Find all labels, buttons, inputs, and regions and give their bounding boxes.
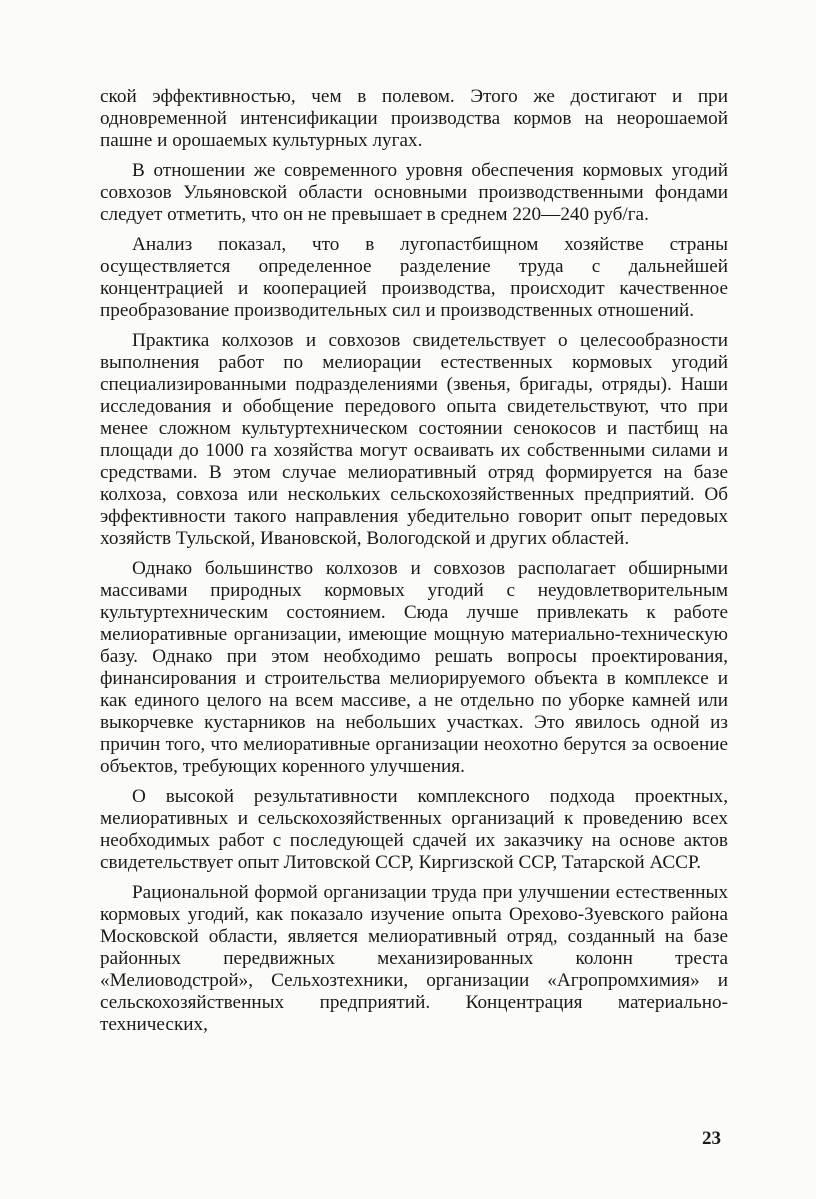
- paragraph-practice: Практика колхозов и совхозов свидетельствует о целесообразности выполнения работ по мелиорации естественных кормовых угодий специализированными подразделениями (звенья, бригады, отряды). Наши исследования и обобщение передового опыта свидетельствуют, что при менее сложном культуртехническом состоянии сенокосов и пастбищ на площади до 1000 га хозяйства могут осваивать их собственными силами и средствами. В этом случае мелиоративный отряд формируется на базе колхоза, совхоза или нескольких сельскохозяйственных предприятий. Об эффективности такого направления убедительно говорит опыт передовых хозяйств Тульской, Ивановской, Вологодской и других областей.: [100, 330, 728, 549]
- page-number: 23: [702, 1128, 721, 1149]
- paragraph-ulyanovsk-funds: В отношении же современного уровня обеспечения кормовых угодий совхозов Ульяновской области основными производственными фондами следует отметить, что он не превышает в среднем 220—240 руб/га.: [100, 160, 728, 225]
- paragraph-analysis: Анализ показал, что в лугопастбищном хозяйстве страны осуществляется определенное разделение труда с дальнейшей концентрацией и кооперацией производства, происходит качественное преобразование производительных сил и производственных отношений.: [100, 234, 728, 321]
- paragraph-continuation: ской эффективностью, чем в полевом. Этого же достигают и при одновременной интенсификации производства кормов на неорошаемой пашне и орошаемых культурных лугах.: [100, 86, 728, 151]
- paragraph-complex-approach: О высокой результативности комплексного подхода проектных, мелиоративных и сельскохозяйственных организаций к проведению всех необходимых работ с последующей сдачей их заказчику на основе актов свидетельствует опыт Литовской ССР, Киргизской ССР, Татарской АССР.: [100, 786, 728, 873]
- paragraph-however: Однако большинство колхозов и совхозов располагает обширными массивами природных кормовых угодий с неудовлетворительным культуртехническим состоянием. Сюда лучше привлекать к работе мелиоративные организации, имеющие мощную материально-техническую базу. Однако при этом необходимо решать вопросы проектирования, финансирования и строительства мелиорируемого объекта в комплексе и как единого целого на всем массиве, а не отдельно по уборке камней или выкорчевке кустарников на небольших участках. Это явилось одной из причин того, что мелиоративные организации неохотно берутся за освоение объектов, требующих коренного улучшения.: [100, 558, 728, 777]
- paragraph-rational-form: Рациональной формой организации труда при улучшении естественных кормовых угодий, как показало изучение опыта Орехово-Зуевского района Московской области, является мелиоративный отряд, созданный на базе районных передвижных механизированных колонн треста «Мелиоводстрой», Сельхозтехники, организации «Агропромхимия» и сельскохозяйственных предприятий. Концентрация материально-технических,: [100, 882, 728, 1035]
- page-body: [100, 86, 728, 1044]
